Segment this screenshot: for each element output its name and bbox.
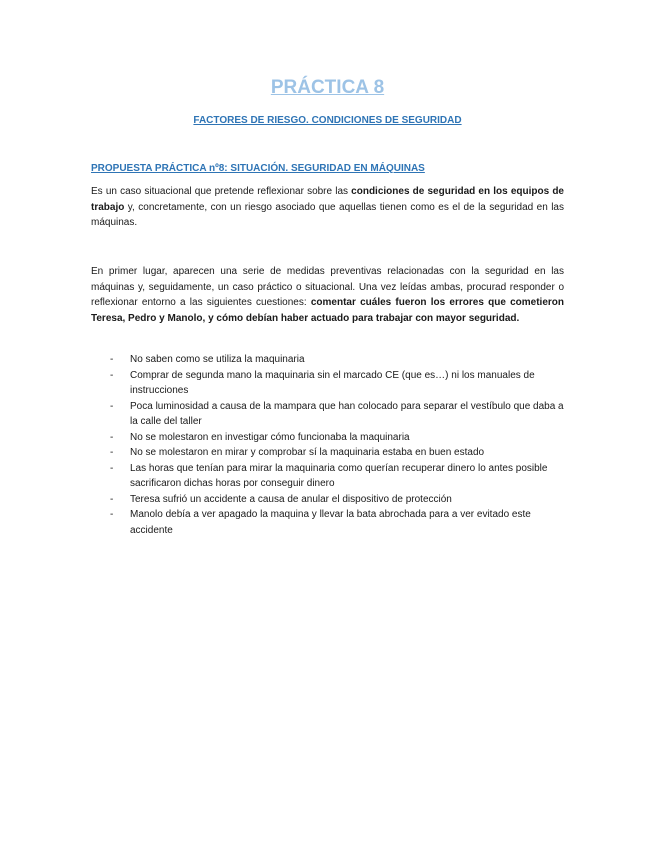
list-item xyxy=(91,368,564,399)
bullet-dash: - xyxy=(110,354,114,365)
list-item-text: No se molestaron en mirar y comprobar sí la maquinaria estaba en buen estado xyxy=(130,447,485,458)
section-heading: PROPUESTA PRÁCTICA nº8: SITUACIÓN. SEGURIDAD EN MÁQUINAS xyxy=(91,163,425,174)
intro-paragraph xyxy=(91,184,564,231)
instructions-text-pre: En primer lugar, aparecen una serie de medidas preventivas relacionadas con la seguridad en las máquinas y, seguidamente, un caso práctico o situacional. Una vez leídas ambas, procurad responder o reflexionar entorno a las siguientes cuestiones: xyxy=(91,266,564,308)
list-item xyxy=(91,461,564,492)
list-item xyxy=(91,507,564,538)
bullet-dash: - xyxy=(110,369,114,381)
list-item-text: Manolo debía a ver apagado la maquina y llevar la bata abrochada para a ver evitado este accidente xyxy=(130,509,531,536)
list-item xyxy=(91,352,564,368)
bullet-dash: - xyxy=(110,493,114,505)
page-subtitle: FACTORES DE RIESGO. CONDICIONES DE SEGURIDAD xyxy=(193,115,462,126)
bullet-dash: - xyxy=(110,462,114,474)
instructions-text-bold: comentar cuáles fueron los errores que cometieron Teresa, Pedro y Manolo, y cómo debían haber actuado para trabajar con mayor seguridad. xyxy=(91,297,564,324)
list-item-text: No saben como se utiliza la maquinaria xyxy=(130,354,305,365)
instructions-paragraph xyxy=(91,264,564,326)
list-item xyxy=(91,399,564,430)
list-item-text: Teresa sufrió un accidente a causa de anular el dispositivo de protección xyxy=(130,493,452,505)
errors-list xyxy=(91,352,564,538)
list-item xyxy=(91,492,564,508)
list-item-text: No se molestaron en investigar cómo funcionaba la maquinaria xyxy=(130,431,410,443)
list-item-text: Poca luminosidad a causa de la mampara que han colocado para separar el vestíbulo que daba a la calle del taller xyxy=(130,400,564,427)
list-item-text: Las horas que tenían para mirar la maquinaria como querían recuperar dinero lo antes posible sacrificaron dichas horas por conseguir dinero xyxy=(130,462,548,489)
list-item-text: Comprar de segunda mano la maquinaria sin el marcado CE (que es…) ni los manuales de instrucciones xyxy=(130,369,535,396)
bullet-dash: - xyxy=(110,431,114,443)
intro-text-post: y, concretamente, con un riesgo asociado que aquellas tienen como es el de la seguridad en las máquinas. xyxy=(91,201,564,228)
list-item xyxy=(91,445,564,461)
page-title: PRÁCTICA 8 xyxy=(270,77,385,98)
bullet-dash: - xyxy=(110,447,114,458)
list-item xyxy=(91,430,564,446)
intro-text-bold: condiciones de seguridad en los equipos de trabajo xyxy=(91,186,564,213)
bullet-dash: - xyxy=(110,400,114,412)
intro-text-pre: Es un caso situacional que pretende reflexionar sobre las xyxy=(91,186,352,197)
bullet-dash: - xyxy=(110,509,114,520)
